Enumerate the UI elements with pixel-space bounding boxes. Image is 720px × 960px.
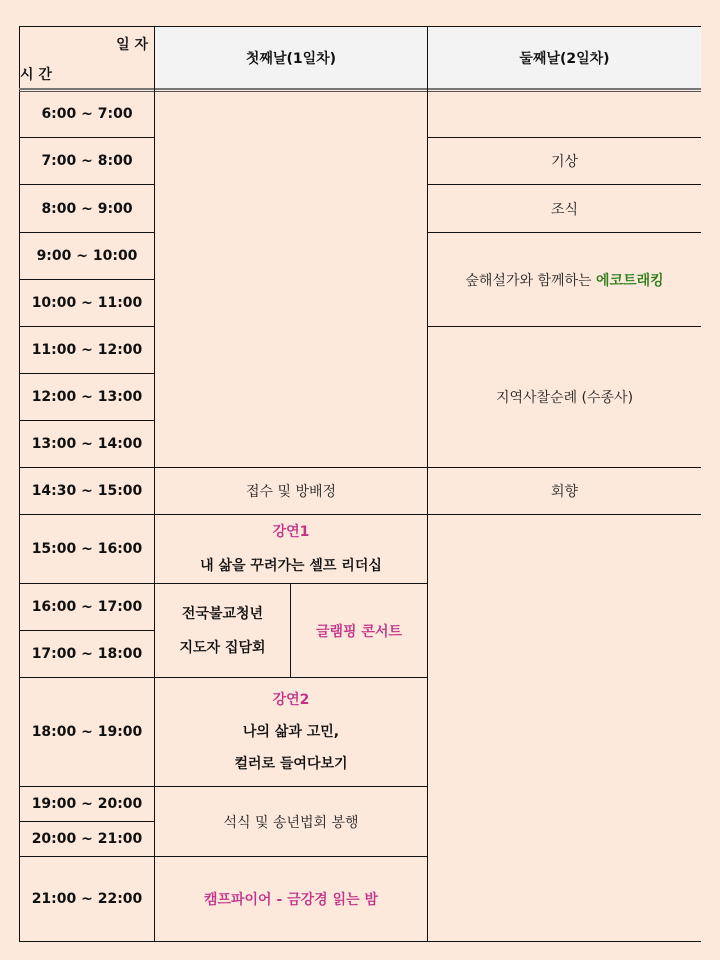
lecture1-title: 강연1 bbox=[272, 524, 310, 540]
time-slot: 9:00 ~ 10:00 bbox=[36, 248, 138, 264]
time-slot: 16:00 ~ 17:00 bbox=[31, 599, 143, 615]
time-slot: 14:30 ~ 15:00 bbox=[31, 483, 143, 499]
day1-campfire: 캠프파이어 - 금강경 읽는 밤 bbox=[203, 892, 379, 908]
time-slot: 21:00 ~ 22:00 bbox=[31, 891, 143, 907]
day1-header: 첫째날(1일차) bbox=[245, 51, 337, 67]
day1-lecture2 bbox=[155, 678, 427, 786]
day2-return: 회향 bbox=[550, 484, 579, 500]
time-slot: 15:00 ~ 16:00 bbox=[31, 541, 143, 557]
time-slot: 19:00 ~ 20:00 bbox=[31, 796, 143, 812]
day2-header: 둘째날(2일차) bbox=[519, 51, 610, 67]
time-slot: 20:00 ~ 21:00 bbox=[31, 831, 143, 847]
time-slot: 13:00 ~ 14:00 bbox=[31, 436, 143, 452]
time-slot: 10:00 ~ 11:00 bbox=[31, 295, 143, 311]
lecture1-subtitle: 내 삶을 꾸려가는 셀프 리더십 bbox=[200, 558, 382, 574]
time-slot: 6:00 ~ 7:00 bbox=[41, 106, 133, 122]
leaders-meeting-line1: 전국불교청년 bbox=[181, 605, 264, 622]
lecture2-line1: 나의 삶과 고민, bbox=[242, 724, 340, 740]
time-slot: 18:00 ~ 19:00 bbox=[31, 724, 143, 740]
trekking-prefix: 숲해설가와 함께하는 bbox=[465, 272, 596, 289]
day1-dinner: 석식 및 송년법회 봉행 bbox=[223, 814, 359, 831]
corner-time-label: 시 간 bbox=[20, 67, 52, 83]
day2-breakfast: 조식 bbox=[550, 201, 579, 218]
lecture2-line2: 컬러로 들여다보기 bbox=[234, 756, 348, 772]
lecture2-title: 강연2 bbox=[272, 692, 310, 708]
day2-wake: 기상 bbox=[550, 154, 579, 170]
day2-temple-tour: 지역사찰순례 (수종사) bbox=[495, 390, 634, 406]
time-slot: 12:00 ~ 13:00 bbox=[31, 389, 143, 405]
time-slot: 11:00 ~ 12:00 bbox=[31, 342, 143, 358]
day1-reception: 접수 및 방배정 bbox=[245, 484, 337, 500]
day2-eco-trekking bbox=[428, 233, 701, 326]
day1-leaders-meeting bbox=[155, 584, 290, 677]
corner-date-label: 일 자 bbox=[116, 37, 148, 53]
time-slot: 7:00 ~ 8:00 bbox=[41, 153, 133, 169]
trekking-highlight: 에코트래킹 bbox=[596, 272, 664, 289]
time-slot: 17:00 ~ 18:00 bbox=[31, 646, 143, 662]
time-slot: 8:00 ~ 9:00 bbox=[41, 200, 133, 217]
day1-lecture1 bbox=[155, 515, 427, 583]
day1-glamping-concert: 글램핑 콘서트 bbox=[315, 623, 403, 640]
leaders-meeting-line2: 지도자 집담회 bbox=[179, 639, 266, 656]
